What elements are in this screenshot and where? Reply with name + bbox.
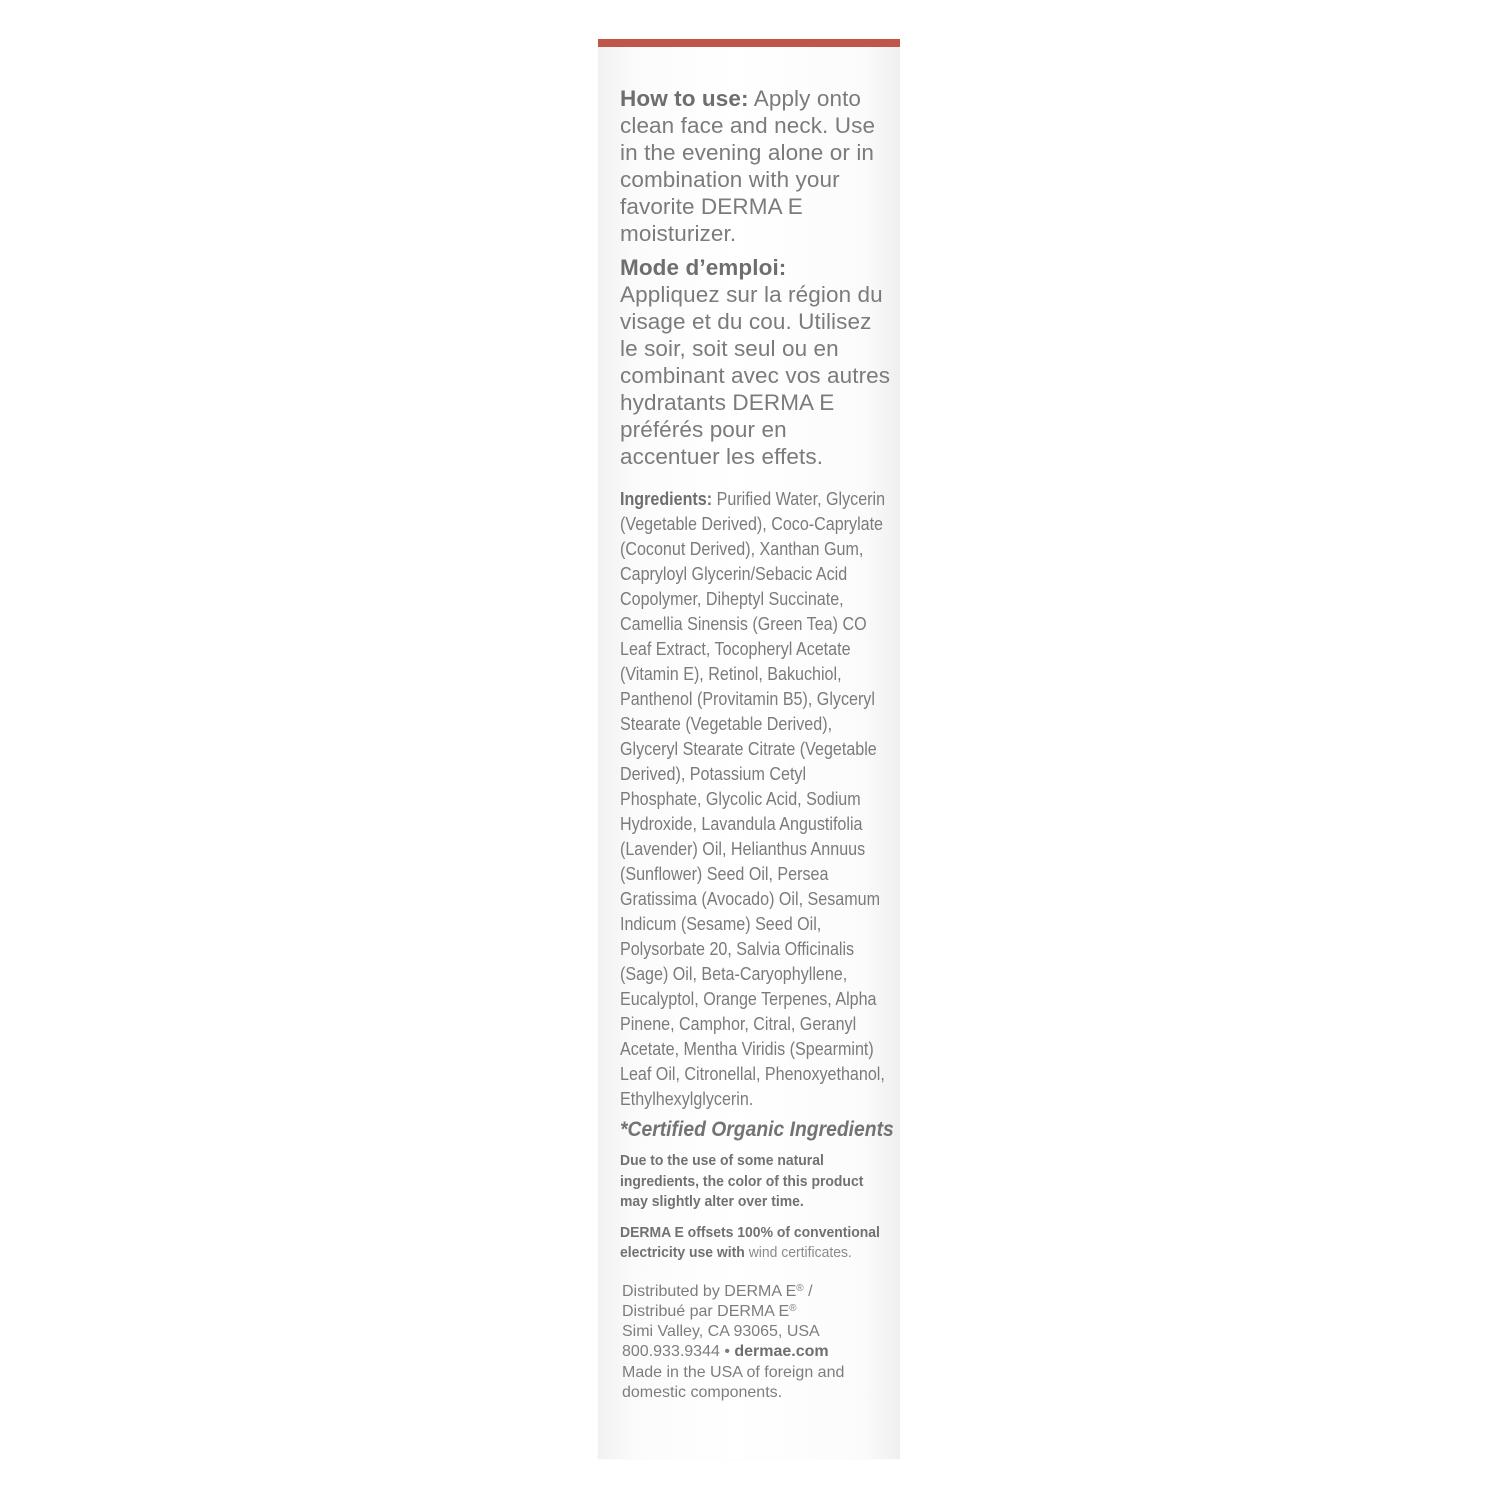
ingredients-heading: Ingredients: (620, 488, 713, 509)
contact-line (622, 1342, 892, 1362)
mode-emploi-heading: Mode d’emploi: (620, 255, 787, 280)
distributor-line-fr (622, 1302, 892, 1322)
distributor-fr-text: Distribué par DERMA E (622, 1302, 790, 1320)
how-to-use-text: Apply onto clean face and neck. Use in the evening alone or in combination with your favorite DERMA E moisturizer. (620, 86, 876, 246)
website-link[interactable]: dermae.com (734, 1343, 829, 1361)
ingredients-section (620, 486, 891, 1111)
bullet-separator: • (719, 1343, 735, 1361)
distributor-line-en (622, 1282, 892, 1302)
distributor-en-text: Distributed by DERMA E (622, 1282, 797, 1300)
mode-emploi-section (620, 254, 892, 470)
accent-stripe (598, 39, 900, 47)
registered-mark: ® (796, 1282, 804, 1294)
mode-emploi-text: Appliquez sur la région du visage et du cou. Utilisez le soir, soit seul ou en combinant avec vos autres hydratants DERMA E préférés pour en accentuer les effets. (620, 282, 891, 469)
offsets-note (620, 1223, 892, 1264)
registered-mark: ® (789, 1302, 797, 1314)
distributor-address: Simi Valley, CA 93065, USA (622, 1323, 820, 1341)
how-to-use-heading: How to use: (620, 86, 749, 111)
how-to-use-section (620, 85, 892, 247)
color-note: Due to the use of some natural ingredients, the color of this product may slightly alter over time. (620, 1152, 864, 1210)
phone-number: 800.933.9344 (622, 1343, 720, 1361)
package-side-panel (598, 39, 900, 1459)
offsets-light-text: wind certificates. (744, 1244, 852, 1261)
label-content (620, 85, 892, 1403)
ingredients-list: Purified Water, Glycerin (Vegetable Derived), Coco-Caprylate (Coconut Derived), Xanthan Gum, Capryloyl Glycerin/Sebacic Acid Copolymer, Diheptyl Succinate, Camellia Sinensis (Green Tea) CO Leaf Extract, Tocopheryl Acetate (Vitamin E), Retinol, Bakuchiol, Panthenol (Provitamin B5), Glyceryl Stearate (Vegetable Derived), Glyceryl Stearate Citrate (Vegetable Derived), Potassium Cetyl Phosphate, Glycolic Acid, Sodium Hydroxide, Lavandula Angustifolia (Lavender) Oil, Helianthus Annuus (Sunflower) Seed Oil, Persea Gratissima (Avocado) Oil, Sesamum Indicum (Sesame) Seed Oil, Polysorbate 20, Salvia Officinalis (Sage) Oil, Beta-Caryophyllene, Eucalyptol, Orange Terpenes, Alpha Pinene, Camphor, Citral, Geranyl Acetate, Mentha Viridis (Spearmint) Leaf Oil, Citronellal, Phenoxyethanol, Ethylhexylglycerin. (620, 488, 886, 1109)
distributor-slash: / (803, 1282, 813, 1300)
made-in-text: Made in the USA of foreign and domestic components. (622, 1363, 845, 1401)
organic-note: *Certified Organic Ingredients (620, 1118, 894, 1141)
distributor-block (622, 1282, 892, 1404)
offsets-bold-text: DERMA E offsets 100% of conventional electricity use with (620, 1223, 880, 1261)
